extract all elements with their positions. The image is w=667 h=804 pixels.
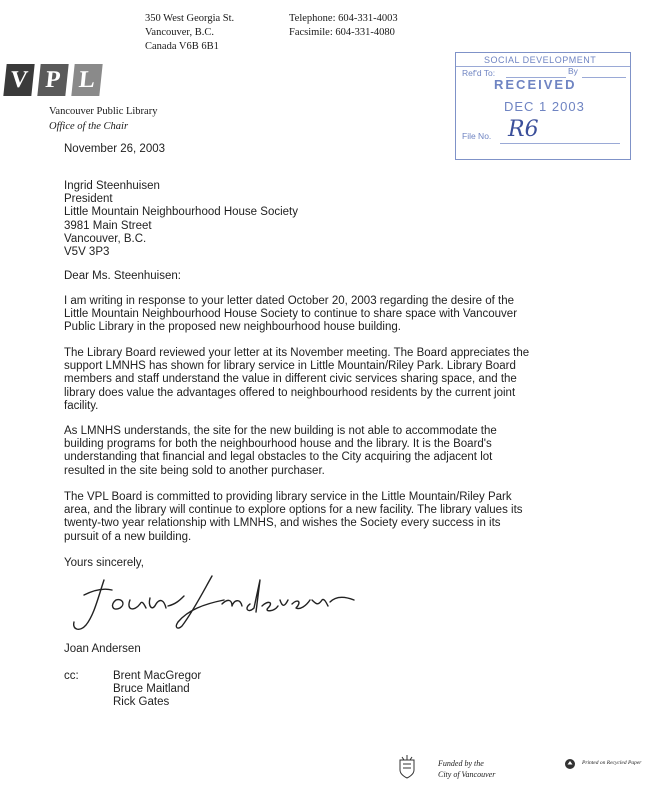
org-name: Vancouver Public Library [49,106,158,117]
paragraph-line: area, and the library will continue to explore options for a new facility. The library values its [64,504,523,517]
received-stamp [455,52,631,160]
funded-by-line: Funded by the [438,759,484,768]
signer-name: Joan Andersen [64,643,141,655]
stamp-file-label: File No. [462,131,492,141]
logo-letter-p: P [37,64,68,96]
paragraph-line: members and staff understand the value in different civic services sharing space, and the [64,373,517,386]
contact-numbers [289,12,398,40]
stamp-by-label: By [568,66,578,76]
recipient-line: Little Mountain Neighbourhood House Society [64,206,298,219]
paragraph-line: I am writing in response to your letter dated October 20, 2003 regarding the desire of the [64,295,515,307]
recipient-line: Vancouver, B.C. [64,232,147,245]
paragraph-line: Public Library in the proposed new neighbourhood house building. [64,321,401,334]
paragraph-line: pursuit of a new building. [64,530,192,543]
cc-recipient: Rick Gates [113,696,170,709]
address-line: Canada V6B 6B1 [145,41,219,52]
recycled-paper-note: Printed on Recycled Paper [582,760,642,766]
stamp-refd-label: Ref'd To: [462,68,496,78]
salutation: Dear Ms. Steenhuisen: [64,270,181,282]
vpl-logo [5,64,105,100]
paragraph-line: facility. [64,399,99,412]
recycle-icon [564,758,576,770]
stamp-received: RECEIVED [494,77,577,92]
cc-recipient: Bruce Maitland [113,683,190,696]
stamp-file-number: R6 [508,117,539,142]
logo-letter-l: L [71,64,102,96]
recipient-line: President [64,193,113,206]
recipient-address [64,180,298,259]
paragraph-line: The VPL Board is committed to providing library service in the Little Mountain/Riley Park [64,491,512,503]
sender-address [145,12,234,54]
paragraph-line: twenty-two year relationship with LMNHS, and wishes the Society every success in its [64,517,501,530]
body-paragraph [64,347,604,413]
recipient-line: V5V 3P3 [64,246,110,259]
stamp-org: SOCIAL DEVELOPMENT [484,55,597,65]
funded-by-city: City of Vancouver [438,770,496,779]
paragraph-line: building programs for both the neighbourhood house and the library. It is the Board's [64,438,492,451]
paragraph-line: understanding that financial and legal obstacles to the City acquiring the adjacent lot [64,451,493,464]
logo-letter-v: V [3,64,34,96]
office-title: Office of the Chair [49,121,129,132]
body-paragraph [64,295,604,335]
letter-date: November 26, 2003 [64,143,166,155]
closing: Yours sincerely, [64,557,144,569]
paragraph-line: Little Mountain Neighbourhood House Society to continue to share space with Vancouver [64,308,518,321]
body-paragraph [64,425,604,478]
stamp-date: DEC 1 2003 [504,99,585,114]
telephone: Telephone: 604-331-4003 [289,13,398,24]
cc-label: cc: [64,670,79,682]
cc-list [113,670,201,710]
paragraph-line: support LMNHS has shown for library service in Little Mountain/Riley Park. Library Board [64,360,516,373]
recipient-line: 3981 Main Street [64,219,152,232]
cc-recipient: Brent MacGregor [113,670,202,682]
recipient-line: Ingrid Steenhuisen [64,180,160,192]
city-crest-icon [396,754,418,780]
paragraph-line: library does value the advantages offered to neighbourhood residents by the current joint [64,386,516,399]
funded-by [438,758,495,780]
paragraph-line: resulted in the site being sold to another purchaser. [64,464,325,477]
handwritten-signature [64,570,364,640]
paragraph-line: The Library Board reviewed your letter at its November meeting. The Board appreciates the [64,347,530,359]
body-paragraph [64,491,604,544]
address-line: 350 West Georgia St. [145,13,235,24]
address-line: Vancouver, B.C. [145,27,214,38]
facsimile: Facsimile: 604-331-4080 [289,27,395,38]
paragraph-line: As LMNHS understands, the site for the new building is not able to accommodate the [64,425,497,437]
